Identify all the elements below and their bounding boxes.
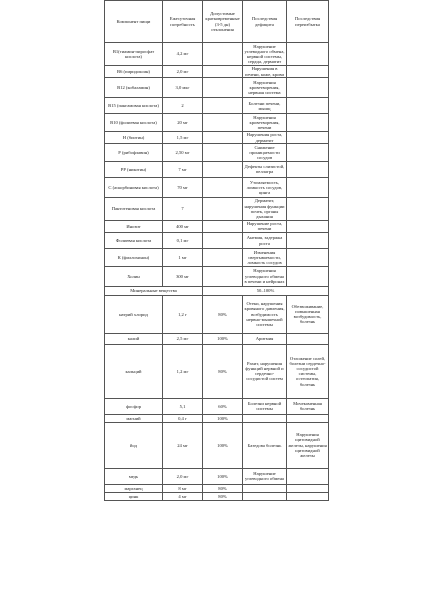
cell-deficit: Болезни нервной системы (243, 398, 287, 414)
cell-component: К (филлохинон) (105, 249, 163, 267)
cell-deficit: Аритмия (243, 333, 287, 344)
table-row (105, 295, 329, 333)
cell-excess (287, 43, 329, 66)
minerals-label: Минеральные вещества (105, 286, 203, 295)
cell-component: С (аскорбиновая кислота) (105, 177, 163, 197)
minerals-range: 50–100% (203, 286, 329, 295)
cell-deficit: Отеки, нарушения кровяного давления, возбудимость нервно-мышечной системы (243, 295, 287, 333)
cell-deviation (203, 98, 243, 114)
table-row (105, 131, 329, 143)
cell-excess (287, 233, 329, 249)
cell-excess (287, 220, 329, 232)
table-row (105, 144, 329, 162)
table-row (105, 114, 329, 132)
cell-deficit: Болезни печени, мышц (243, 98, 287, 114)
cell-component: Холин (105, 266, 163, 286)
cell-daily-need: 1,2 мг (163, 344, 203, 398)
cell-component: В1(тиамин-пиросфат кислота) (105, 43, 163, 66)
cell-component: Фолиевая кислота (105, 233, 163, 249)
cell-deficit: Анемия, задержка роста (243, 233, 287, 249)
cell-excess: Отложение солей, болезни сердечно-сосудистой системы, остеопатия, болезнь (287, 344, 329, 398)
cell-excess (287, 144, 329, 162)
mineral-rows (105, 295, 329, 500)
cell-deficit: Нарушение углеводного обмена, нервной системы, сердца, дерматит (244, 43, 285, 65)
table-row (105, 266, 329, 286)
cell-deficit: Базедова болезнь (243, 422, 287, 468)
minerals-group-row (105, 286, 329, 295)
cell-excess (287, 98, 329, 114)
cell-excess (287, 333, 329, 344)
cell-daily-need: 0,4 г (163, 414, 203, 422)
table-row (105, 344, 329, 398)
table-header (105, 1, 329, 43)
cell-excess (287, 114, 329, 132)
cell-component: фосфор (105, 398, 163, 414)
cell-daily-need: 7 (163, 197, 203, 220)
table-row (105, 233, 329, 249)
cell-deficit: Нарушения в печени, коже, крови (243, 65, 287, 77)
cell-daily-need: 24 мг (163, 422, 203, 468)
cell-deficit: Снижение проницаемости сосудов (243, 144, 287, 162)
header-component: Компонент пищи (105, 1, 163, 43)
cell-deviation: 80% (203, 492, 243, 500)
cell-daily-need: 0,1 мг (163, 233, 203, 249)
cell-component: магний (105, 414, 163, 422)
minerals-group (105, 286, 329, 295)
cell-excess: Обезвоживание, повышенная возбудимость, болезнь (287, 295, 329, 333)
header-deficit: Последствия дефицита (243, 1, 287, 43)
cell-daily-need: 4 мг (163, 492, 203, 500)
cell-deficit: Нарушения роста, дерматит (243, 131, 287, 143)
cell-component: В10 (фолиевая кислота) (105, 114, 163, 132)
cell-deficit: Нарушения углеводного обмена в печени и нейронах (243, 266, 287, 286)
cell-deviation (203, 197, 243, 220)
cell-deficit (243, 484, 287, 492)
cell-excess: Нарушения щитовидной железы, нарушения щитовидной железы (287, 422, 329, 468)
cell-excess: Мочекаменная болезнь (287, 398, 329, 414)
cell-deviation (203, 144, 243, 162)
cell-deviation (203, 249, 243, 267)
table-row (105, 65, 329, 77)
cell-component: Н (биотин) (105, 131, 163, 143)
cell-component: кальций (105, 344, 163, 398)
cell-deficit: Нарушение роста, печени (243, 220, 287, 232)
cell-deviation: 80% (203, 295, 243, 333)
header-excess: Последствия переизбытка (287, 1, 329, 43)
cell-component: В15 (пангамовая кислота) (105, 98, 163, 114)
vitamin-rows (105, 43, 329, 287)
table-row (105, 249, 329, 267)
cell-deviation (203, 78, 243, 98)
cell-excess (287, 266, 329, 286)
cell-deficit: Дефекты слизистой, пеллагра (243, 161, 287, 177)
header-deviation: Допустимые кратковременные (3-5 дн) отклонения (203, 1, 243, 43)
cell-component: цинк (105, 492, 163, 500)
cell-daily-need: 70 мг (163, 177, 203, 197)
cell-daily-need: 3,0 мкг (163, 78, 203, 98)
cell-deficit (243, 492, 287, 500)
table-row (105, 197, 329, 220)
cell-deficit: Нарушения кроветворения, нервная система (243, 78, 287, 98)
cell-excess (287, 468, 329, 484)
cell-deviation (203, 177, 243, 197)
document-page (104, 0, 328, 501)
cell-daily-need: 20 мг (163, 114, 203, 132)
cell-deviation: 100% (203, 468, 243, 484)
cell-deviation: 100% (203, 333, 243, 344)
cell-deviation (203, 266, 243, 286)
cell-daily-need: 1,2 г (163, 295, 203, 333)
cell-excess (287, 65, 329, 77)
table-row (105, 422, 329, 468)
cell-daily-need: 400 мг (163, 220, 203, 232)
cell-deficit: Изменения свертываемости, ломкость сосудов (243, 249, 287, 267)
cell-daily-need: 8 мг (163, 484, 203, 492)
cell-deviation (203, 43, 243, 66)
cell-deviation (203, 220, 243, 232)
cell-excess (287, 197, 329, 220)
header-daily-need: Ежесуточная потребность (163, 1, 203, 43)
cell-component: РР (никотин) (105, 161, 163, 177)
cell-daily-need: 2 (163, 98, 203, 114)
cell-excess (287, 484, 329, 492)
cell-excess (287, 177, 329, 197)
cell-deficit (243, 414, 287, 422)
cell-component: Инозит (105, 220, 163, 232)
table-row (105, 98, 329, 114)
cell-daily-need: 5,1 (163, 398, 203, 414)
cell-deviation (203, 233, 243, 249)
cell-component: марганец (105, 484, 163, 492)
cell-component: Р (рибофлавин) (105, 144, 163, 162)
table-row (105, 78, 329, 98)
table-row (105, 177, 329, 197)
cell-component: натрий хлорид (105, 295, 163, 333)
table-row (105, 43, 329, 66)
cell-component: йод (105, 422, 163, 468)
cell-deficit: Утомляемость, ломкость сосудов, цинга (243, 177, 287, 197)
cell-component: В12 (кобаламин) (105, 78, 163, 98)
table-row (105, 398, 329, 414)
cell-daily-need: 300 мг (163, 266, 203, 286)
header-row (105, 1, 329, 43)
table-row (105, 333, 329, 344)
cell-excess (287, 492, 329, 500)
cell-deviation: 60% (203, 398, 243, 414)
cell-excess (287, 414, 329, 422)
table-row (105, 484, 329, 492)
table-row (105, 468, 329, 484)
cell-daily-need: 1 мг (163, 249, 203, 267)
cell-excess (287, 78, 329, 98)
cell-deficit: Дерматит, нарушения функции почек, органы дыхания (244, 198, 285, 219)
cell-deviation (203, 161, 243, 177)
cell-daily-need: 7 мг (163, 161, 203, 177)
cell-deviation: 100% (203, 422, 243, 468)
cell-component: медь (105, 468, 163, 484)
table-row (105, 492, 329, 500)
table-row (105, 161, 329, 177)
cell-daily-need: 2,0 мг (163, 468, 203, 484)
cell-excess (287, 131, 329, 143)
cell-deviation: 80% (203, 344, 243, 398)
cell-deviation: 100% (203, 414, 243, 422)
cell-daily-need: 4,2 мг (163, 43, 203, 66)
cell-deviation (203, 65, 243, 77)
cell-daily-need: 2,0 мг (163, 65, 203, 77)
cell-daily-need: 1,5 мг (163, 131, 203, 143)
cell-deficit: Нарушения кроветворения, печени (243, 114, 287, 132)
cell-excess (287, 249, 329, 267)
cell-excess (287, 161, 329, 177)
table-row (105, 220, 329, 232)
cell-component: В6 (пиридоксин) (105, 65, 163, 77)
cell-daily-need: 2,50 мг (163, 144, 203, 162)
table-row (105, 414, 329, 422)
cell-deviation (203, 131, 243, 143)
cell-component: калий (105, 333, 163, 344)
nutrient-table (104, 0, 329, 501)
cell-deviation (203, 114, 243, 132)
cell-deficit: Нарушение углеводного обмена (243, 468, 287, 484)
cell-daily-need: 2,5 мг (163, 333, 203, 344)
cell-component: Пантотеновая кислота (105, 197, 163, 220)
cell-deficit: Рахит, нарушения функций нервной и сердечно-сосудистой систем (243, 344, 287, 398)
cell-deviation: 80% (203, 484, 243, 492)
